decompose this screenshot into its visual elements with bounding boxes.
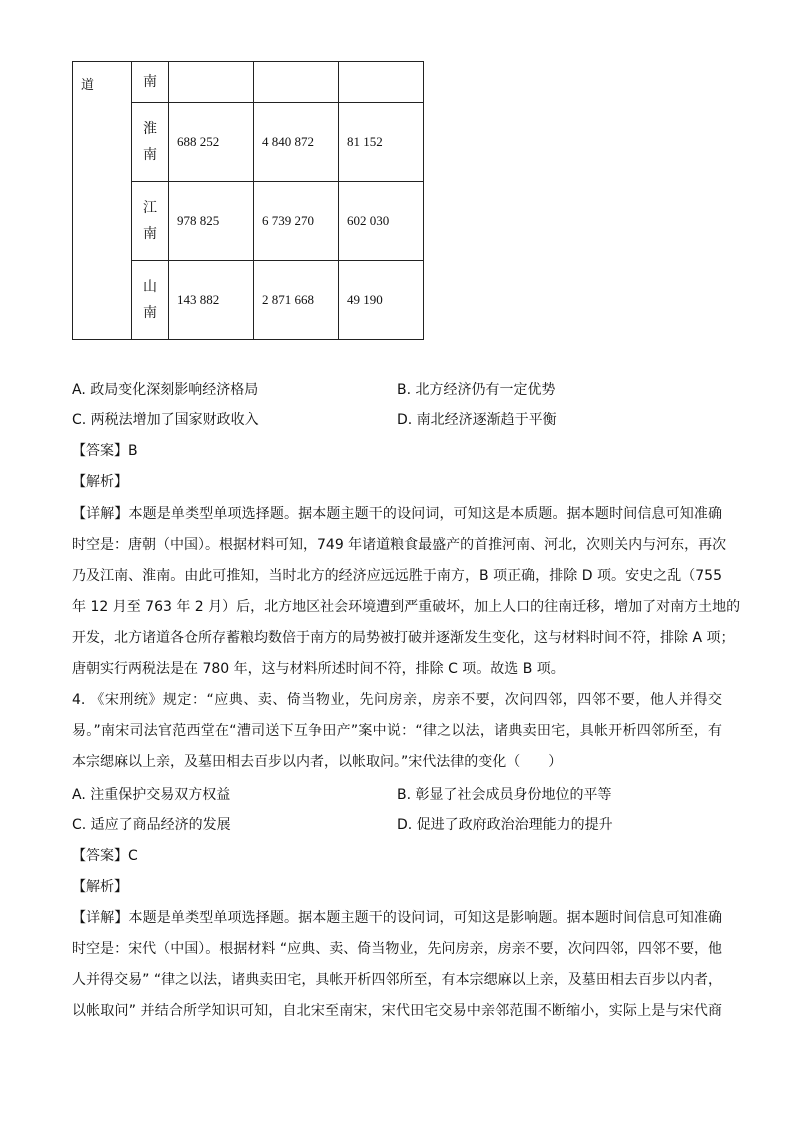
q4-detail-line: 人并得交易” “律之以法，诸典卖田宅，具帐开析四邻所至，有本宗缌麻以上亲，及墓田相去百步以内者， [72, 972, 722, 988]
q4-stem-line: 易。”南宋司法官范西堂在“漕司送下互争田产”案中说：“律之以法，诸典卖田宅，具帐开析四邻所至，有 [72, 723, 722, 739]
value-cell: 49 190 [339, 261, 424, 340]
q3-option-a: A. 政局变化深刻影响经济格局 [72, 382, 259, 398]
value-cell: 602 030 [339, 182, 424, 261]
dao-name: 江 南 [143, 200, 157, 242]
value-cell [169, 62, 254, 103]
q4-analysis-label: 【解析】 [72, 879, 128, 895]
q3-detail-line: 唐朝实行两税法是在 780 年，这与材料所述时间不符，排除 C 项。故选 B 项。 [72, 661, 565, 677]
dao-name: 山 南 [143, 279, 157, 321]
q3-detail-line: 年 12 月至 763 年 2 月）后，北方地区社会环境遭到严重破坏，加上人口的往南迁移，增加了对南方土地的 [72, 599, 741, 615]
dao-name-cell [132, 261, 169, 340]
dao-name: 淮 南 [143, 121, 157, 163]
q3-detail-line: 乃及江南、淮南。由此可推知，当时北方的经济应远远胜于南方，B 项正确，排除 D 项。安史之乱（755 [72, 568, 722, 584]
dao-name-cell: 南 [132, 62, 169, 103]
q3-option-c: C. 两税法增加了国家财政收入 [72, 412, 259, 428]
dao-name-cell [132, 182, 169, 261]
q3-detail-line: 开发，北方诸道各仓所存蓄粮均数倍于南方的局势被打破并逐渐发生变化，这与材料时间不符，排除 A 项； [72, 630, 735, 646]
q4-detail-line: 时空是：宋代（中国）。根据材料 “应典、卖、倚当物业，先问房亲，房亲不要，次问四邻，四邻不要，他 [72, 941, 722, 957]
q3-option-d: D. 南北经济逐渐趋于平衡 [397, 412, 557, 428]
q4-detail-line: 【详解】本题是单类型单项选择题。据本题主题干的设问词，可知这是影响题。据本题时间信息可知准确 [72, 910, 722, 926]
value-cell: 81 152 [339, 103, 424, 182]
q4-stem-line: 4. 《宋刑统》规定：“应典、卖、倚当物业，先问房亲，房亲不要，次问四邻，四邻不要，他人并得交 [72, 692, 722, 708]
q3-option-b: B. 北方经济仍有一定优势 [397, 382, 556, 398]
value-cell: 143 882 [169, 261, 254, 340]
region-cell: 道 [73, 62, 132, 340]
q4-option-b: B. 彰显了社会成员身份地位的平等 [397, 787, 612, 803]
grain-storage-table [72, 61, 424, 340]
value-cell [254, 62, 339, 103]
table-row [73, 62, 424, 103]
value-cell [339, 62, 424, 103]
q4-stem-line: 本宗缌麻以上亲，及墓田相去百步以内者，以帐取问。”宋代法律的变化（ ） [72, 754, 563, 770]
value-cell: 978 825 [169, 182, 254, 261]
value-cell: 688 252 [169, 103, 254, 182]
q3-analysis-label: 【解析】 [72, 474, 128, 490]
value-cell: 6 739 270 [254, 182, 339, 261]
q4-answer: 【答案】C [72, 848, 138, 864]
q4-option-c: C. 适应了商品经济的发展 [72, 817, 231, 833]
q4-option-d: D. 促进了政府政治治理能力的提升 [397, 817, 613, 833]
dao-name-cell [132, 103, 169, 182]
q3-detail-line: 【详解】本题是单类型单项选择题。据本题主题干的设问词，可知这是本质题。据本题时间信息可知准确 [72, 506, 722, 522]
q3-answer: 【答案】B [72, 443, 138, 459]
q4-detail-line: 以帐取问” 并结合所学知识可知，自北宋至南宋，宋代田宅交易中亲邻范围不断缩小，实际上是与宋代商 [72, 1003, 722, 1019]
q4-option-a: A. 注重保护交易双方权益 [72, 787, 231, 803]
value-cell: 4 840 872 [254, 103, 339, 182]
value-cell: 2 871 668 [254, 261, 339, 340]
q3-detail-line: 时空是：唐朝（中国）。根据材料可知，749 年诸道粮食最盛产的首推河南、河北，次则关内与河东，再次 [72, 537, 727, 553]
